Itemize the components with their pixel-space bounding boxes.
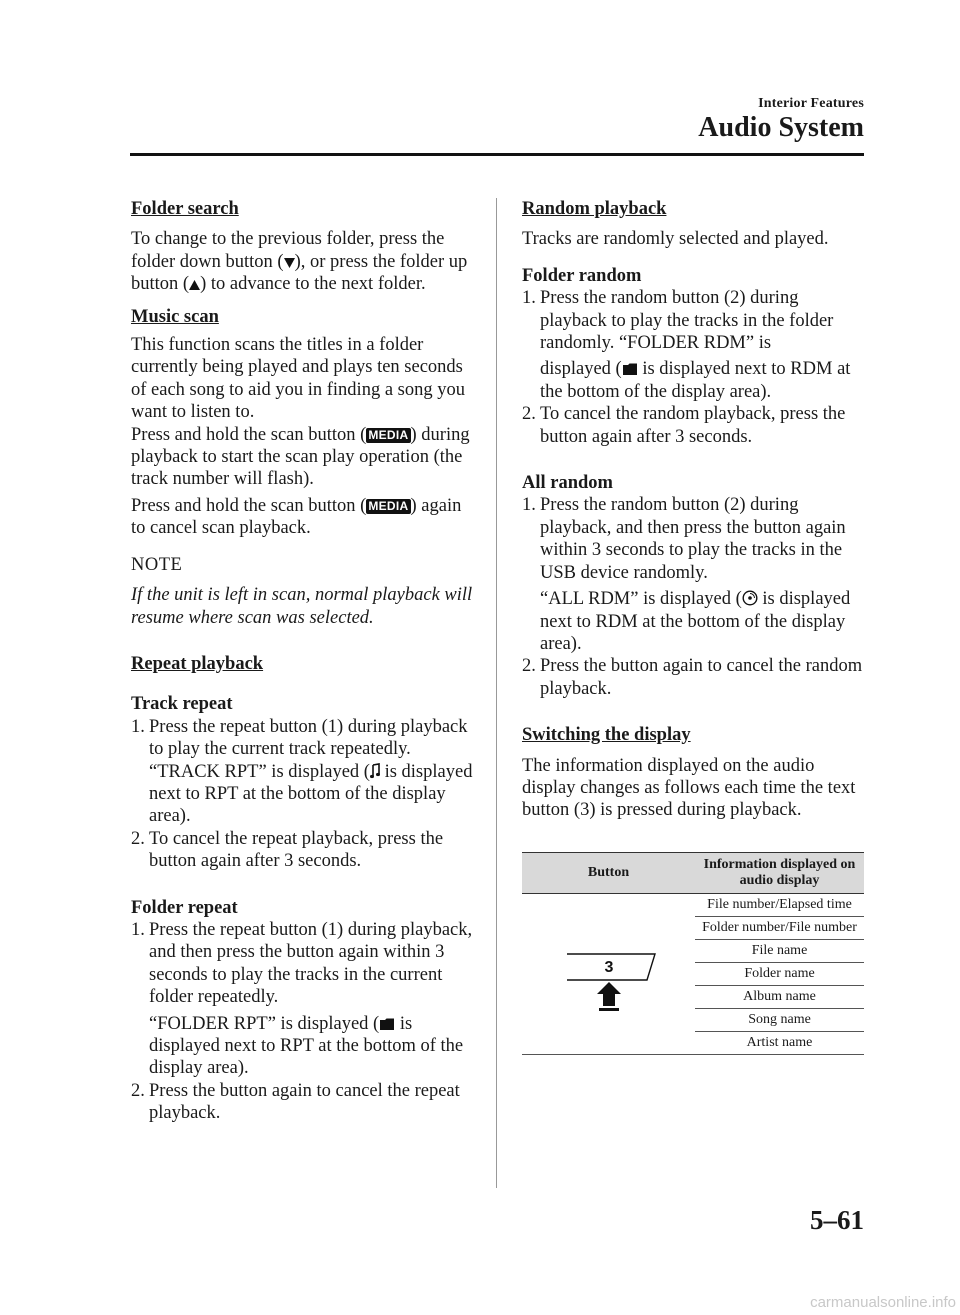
music-scan-start-text: Press and hold the scan button ( MEDIA ) during playback to start the scan play operation (the track number will flash).: [131, 424, 470, 490]
table-cell-info: File name: [695, 940, 864, 963]
button-number-label: 3: [604, 958, 613, 976]
table-cell-info: Folder name: [695, 963, 864, 986]
table-cell-info: Folder number/File number: [695, 917, 864, 940]
track-repeat-heading: Track repeat: [131, 694, 233, 715]
list-item: 2. To cancel the repeat playback, press the button again after 3 seconds.: [131, 828, 444, 872]
table-cell-info: Artist name: [695, 1032, 864, 1055]
folder-random-heading: Folder random: [522, 265, 642, 286]
list-item: 1. Press the repeat button (1) during playback to play the current track repeatedly. “TRACK RPT” is displayed ( is displayed next to RPT at the bottom of the display area).: [131, 716, 473, 827]
disc-icon: [742, 590, 758, 606]
page-number: 5–61: [810, 1205, 864, 1235]
repeat-playback-heading: Repeat playback: [131, 653, 264, 674]
table-header-row: [522, 853, 864, 894]
table-cell-info: Song name: [695, 1009, 864, 1032]
folder-search-heading: Folder search: [131, 199, 239, 219]
header-rule: [130, 153, 864, 156]
text-button-illustration-cell: [522, 894, 695, 1055]
note-label: NOTE: [131, 554, 183, 575]
right-column: [522, 198, 866, 822]
music-note-icon: [370, 763, 380, 779]
chapter-title: Audio System: [698, 112, 864, 143]
track-repeat-steps: [131, 716, 473, 873]
switching-display-text: The information displayed on the audio display changes as follows each time the text button (3) is pressed during playback.: [522, 755, 856, 821]
text-button-icon: [559, 932, 659, 1012]
random-intro-text: Tracks are randomly selected and played.: [522, 229, 829, 250]
all-random-heading: All random: [522, 473, 613, 494]
table-header-info: Information displayed on audio display: [695, 853, 864, 894]
table-row: [522, 894, 864, 917]
list-item: 1. Press the repeat button (1) during playback, and then press the button again within 3 seconds to play the tracks in the current folder repeatedly. “FOLDER RPT” is displayed ( is displayed next to RPT at the bottom of the display area).: [131, 919, 473, 1079]
folder-icon: [379, 1017, 395, 1031]
switching-display-heading: Switching the display: [522, 725, 691, 746]
press-arrow-icon: [597, 982, 621, 1006]
display-table: [522, 852, 864, 1055]
all-random-steps: [522, 494, 866, 700]
list-item: 2. Press the button again to cancel the repeat playback.: [131, 1080, 460, 1124]
up-triangle-icon: [189, 279, 200, 291]
media-button-icon: MEDIA: [368, 427, 409, 442]
music-scan-cancel-text: Press and hold the scan button ( MEDIA ) again to cancel scan playback.: [131, 495, 462, 539]
random-playback-heading: Random playback: [522, 199, 667, 219]
folder-search-text: To change to the previous folder, press the folder down button ( ), or press the folder up button ( ) to advance to the next folder.: [131, 229, 468, 295]
list-item: 2. Press the button again to cancel the random playback.: [522, 656, 863, 699]
folder-random-steps: [522, 287, 866, 448]
music-scan-heading: Music scan: [131, 306, 219, 327]
list-item: 1. Press the random button (2) during playback to play the tracks in the folder randomly. “FOLDER RDM” is displayed ( is displayed next to RDM at the bottom of the display area).: [522, 288, 851, 402]
folder-repeat-heading: Folder repeat: [131, 897, 238, 918]
note-text: If the unit is left in scan, normal playback will resume where scan was selected.: [131, 585, 473, 628]
folder-repeat-steps: [131, 919, 473, 1125]
table-header-button: Button: [522, 853, 695, 894]
music-scan-text: This function scans the titles in a folder currently being played and plays ten seconds of each song to aid you in finding a song you want to listen to.: [131, 335, 465, 423]
table-cell-info: File number/Elapsed time: [695, 894, 864, 917]
section-title: Interior Features: [758, 96, 864, 111]
left-column: [131, 198, 473, 1125]
column-divider: [496, 198, 497, 1188]
down-triangle-icon: [284, 257, 295, 269]
folder-icon: [622, 362, 638, 376]
list-item: 1. Press the random button (2) during playback, and then press the button again within 3 seconds to play the tracks in the USB device randomly. “ALL RDM” is displayed ( is displayed next to RDM at the bottom of the display area).: [522, 495, 851, 654]
table-cell-info: Album name: [695, 986, 864, 1009]
media-button-icon: MEDIA: [368, 498, 409, 513]
watermark[interactable]: carmanualsonline.info: [810, 1294, 956, 1311]
list-item: 2. To cancel the random playback, press the button again after 3 seconds.: [522, 404, 846, 447]
